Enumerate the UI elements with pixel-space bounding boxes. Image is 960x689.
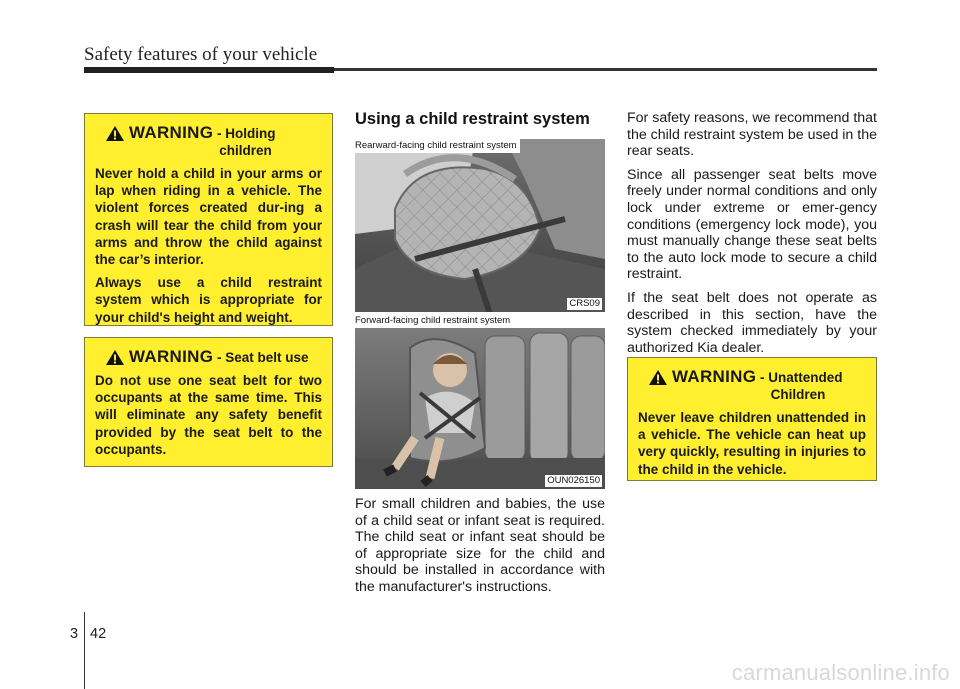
warning-body: [95, 372, 322, 458]
warning-subtitle: - Holding: [217, 126, 276, 141]
figure-code: OUN026150: [547, 475, 600, 486]
body-paragraph: Since all passenger seat belts move freely under normal conditions and only lock under extreme or emer-gency conditions (emergency lock mode), you must manually change these seat belts to the auto lock mode to secure a child restraint.: [627, 166, 877, 283]
warning-body: [638, 409, 866, 478]
right-text-block: [627, 110, 877, 356]
figure-code: CRS09: [569, 298, 600, 309]
warning-paragraph: Never leave children unattended in a vehicle. The vehicle can heat up very quickly, resulting in injuries to the child in the vehicle.: [638, 410, 866, 477]
page-number: 42: [90, 626, 107, 642]
warning-body: [95, 165, 322, 326]
warning-box-unattended-children: [627, 357, 877, 481]
warning-word: WARNING: [129, 347, 214, 366]
warning-paragraph: Do not use one seat belt for two occupants at the same time. This will eliminate any safety benefit provided by the seat belt to the occupants.: [95, 373, 322, 457]
warning-word: WARNING: [672, 367, 757, 386]
warning-triangle-icon: [648, 369, 668, 386]
body-paragraph: For small children and babies, the use of a child seat or infant seat is required. The child seat or infant seat should be of appropriate size for the child and should be installed in accordance with the manufacturer's instructions.: [355, 496, 605, 595]
warning-subtitle-line2: children: [219, 143, 272, 158]
figure-label-forward: Forward-facing child restraint system: [355, 315, 511, 326]
warning-paragraph: Always use a child restraint system which is appropriate for your child's height and weight.: [95, 275, 322, 325]
warning-box-holding-children: [84, 113, 333, 326]
warning-subtitle: - Seat belt use: [217, 350, 309, 365]
warning-triangle-icon: [105, 349, 125, 366]
watermark-text: carmanualsonline.info: [731, 660, 950, 685]
forward-seat-illustration: [355, 328, 605, 489]
section-heading: Using a child restraint system: [355, 110, 590, 128]
warning-heading: [638, 368, 866, 403]
body-paragraph: For safety reasons, we recommend that the child restraint system be used in the rear seats.: [627, 110, 877, 160]
warning-word: WARNING: [129, 123, 214, 142]
figure-caption: Rearward-facing child restraint system: [355, 139, 520, 153]
warning-heading: [95, 124, 322, 159]
footer-rule: [84, 612, 85, 689]
warning-subtitle-line2: Children: [770, 387, 826, 402]
figure-forward-facing: [355, 328, 605, 489]
warning-heading: [95, 348, 322, 366]
header-rule-accent: [84, 67, 334, 73]
warning-box-seat-belt-use: [84, 337, 333, 467]
figure-rearward-facing: [355, 139, 605, 312]
warning-subtitle: - Unattended: [760, 370, 843, 385]
chapter-number: 3: [70, 626, 79, 642]
middle-text-block: [355, 496, 605, 596]
rearward-seat-illustration: [355, 139, 605, 312]
body-paragraph: If the seat belt does not operate as described in this section, have the system checked immediately by your authorized Kia dealer.: [627, 289, 877, 356]
warning-paragraph: Never hold a child in your arms or lap when riding in a vehicle. The violent forces created dur-ing a crash will tear the child from your arms and throw the child against the car’s interior.: [95, 166, 322, 268]
page-header-title: Safety features of your vehicle: [84, 44, 318, 65]
warning-triangle-icon: [105, 125, 125, 142]
